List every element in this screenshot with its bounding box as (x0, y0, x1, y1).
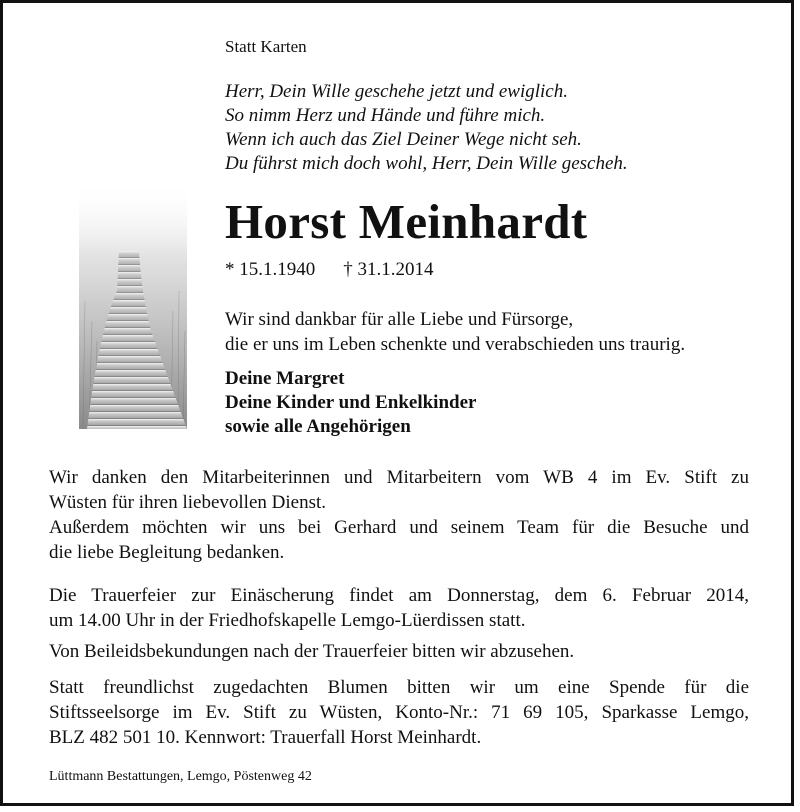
donation-paragraph (49, 675, 749, 750)
birth-date: * 15.1.1940 (225, 259, 316, 280)
life-dates (225, 259, 434, 281)
gratitude-line: die er uns im Leben schenkte und verabschieden uns traurig. (225, 334, 686, 355)
paragraph-line: Wüsten für ihren liebevollen Dienst. (49, 492, 327, 513)
undertaker-footer: Lüttmann Bestattungen, Lemgo, Pöstenweg 42 (49, 769, 312, 784)
condolence-paragraph (49, 639, 749, 664)
verse-line: Herr, Dein Wille geschehe jetzt und ewiglich. (225, 81, 568, 102)
verse-line: So nimm Herz und Hände und führe mich. (225, 105, 546, 126)
gratitude-line: Wir sind dankbar für alle Liebe und Fürsorge, (225, 309, 574, 330)
paragraph-line: Wir danken den Mitarbeiterinnen und Mitarbeitern vom WB 4 im Ev. Stift zu (49, 467, 749, 488)
paragraph-line: die liebe Begleitung bedanken. (49, 542, 285, 563)
signer-line: Deine Kinder und Enkelkinder (225, 392, 477, 413)
thanks-staff-paragraph (49, 465, 749, 515)
death-date: † 31.1.2014 (343, 259, 434, 280)
verse-line: Du führst mich doch wohl, Herr, Dein Wille gescheh. (225, 153, 628, 174)
bible-verse (225, 80, 628, 176)
paragraph-line: Außerdem möchten wir uns bei Gerhard und seinem Team für die Besuche und (49, 517, 749, 538)
paragraph-line: um 14.00 Uhr in der Friedhofskapelle Lemgo-Lüerdissen statt. (49, 610, 526, 631)
verse-line: Wenn ich auch das Ziel Deiner Wege nicht seh. (225, 129, 582, 150)
boardwalk-photo (79, 181, 187, 429)
signer-line: sowie alle Angehörigen (225, 416, 411, 437)
funeral-info-paragraph (49, 583, 749, 633)
paragraph-line: Die Trauerfeier zur Einäscherung findet am Donnerstag, dem 6. Februar 2014, (49, 585, 749, 606)
signer-line: Deine Margret (225, 368, 345, 389)
gratitude-text (225, 307, 685, 357)
family-signers (225, 367, 476, 439)
deceased-name: Horst Meinhardt (225, 194, 588, 249)
thanks-team-paragraph (49, 515, 749, 565)
paragraph-line: Statt freundlichst zugedachten Blumen bitten wir um eine Spende für die (49, 677, 749, 698)
paragraph-line: Stiftsseelsorge im Ev. Stift zu Wüsten, Konto-Nr.: 71 69 105, Sparkasse Lemgo, (49, 702, 749, 723)
paragraph-line: BLZ 482 501 10. Kennwort: Trauerfall Horst Meinhardt. (49, 727, 482, 748)
statt-karten-label: Statt Karten (225, 37, 307, 56)
paragraph-line: Von Beileidsbekundungen nach der Trauerfeier bitten wir abzusehen. (49, 641, 575, 662)
